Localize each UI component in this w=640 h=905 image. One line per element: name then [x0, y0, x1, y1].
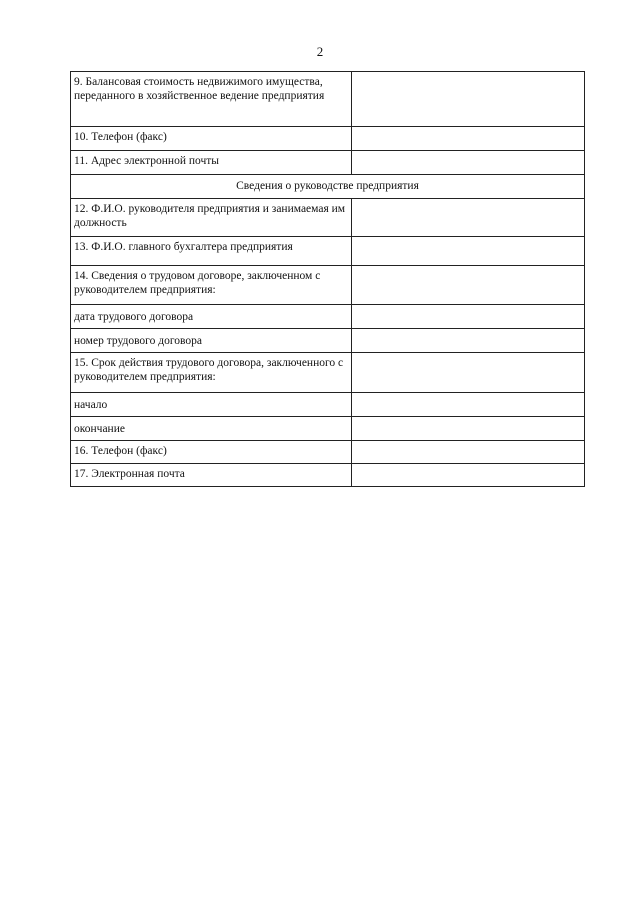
row-label: 10. Телефон (факс)	[71, 127, 352, 151]
row-value-field[interactable]	[352, 266, 585, 305]
row-value-field[interactable]	[352, 393, 585, 417]
row-value-field[interactable]	[352, 329, 585, 353]
row-value-field[interactable]	[352, 127, 585, 151]
table-row	[71, 353, 585, 393]
table-row	[71, 329, 585, 353]
page-number: 2	[316, 44, 324, 59]
row-value-field[interactable]	[352, 72, 585, 127]
row-label: 17. Электронная почта	[71, 464, 352, 487]
row-label: номер трудового договора	[71, 329, 352, 353]
table-row	[71, 72, 585, 127]
enterprise-info-form-table	[70, 71, 585, 487]
row-label: 16. Телефон (факс)	[71, 441, 352, 464]
row-label: 15. Срок действия трудового договора, заключенного с руководителем предприятия:	[71, 353, 352, 393]
row-value-field[interactable]	[352, 305, 585, 329]
table-row	[71, 464, 585, 487]
row-value-field[interactable]	[352, 151, 585, 175]
row-label: окончание	[71, 417, 352, 441]
row-value-field[interactable]	[352, 199, 585, 237]
row-label: начало	[71, 393, 352, 417]
table-row	[71, 237, 585, 266]
row-label: 9. Балансовая стоимость недвижимого имущества, переданного в хозяйственное ведение предприятия	[71, 72, 352, 127]
table-row	[71, 441, 585, 464]
row-label: 14. Сведения о трудовом договоре, заключенном с руководителем предприятия:	[71, 266, 352, 305]
row-value-field[interactable]	[352, 441, 585, 464]
row-label: дата трудового договора	[71, 305, 352, 329]
table-row	[71, 151, 585, 175]
table-row	[71, 393, 585, 417]
row-value-field[interactable]	[352, 237, 585, 266]
row-label: 13. Ф.И.О. главного бухгалтера предприятия	[71, 237, 352, 266]
table-row	[71, 127, 585, 151]
table-row	[71, 305, 585, 329]
row-label: 11. Адрес электронной почты	[71, 151, 352, 175]
row-value-field[interactable]	[352, 417, 585, 441]
section-header-row	[71, 175, 585, 199]
row-value-field[interactable]	[352, 464, 585, 487]
table-row	[71, 266, 585, 305]
row-value-field[interactable]	[352, 353, 585, 393]
row-label: 12. Ф.И.О. руководителя предприятия и занимаемая им должность	[71, 199, 352, 237]
table-row	[71, 199, 585, 237]
table-row	[71, 417, 585, 441]
section-header: Сведения о руководстве предприятия	[71, 175, 585, 199]
